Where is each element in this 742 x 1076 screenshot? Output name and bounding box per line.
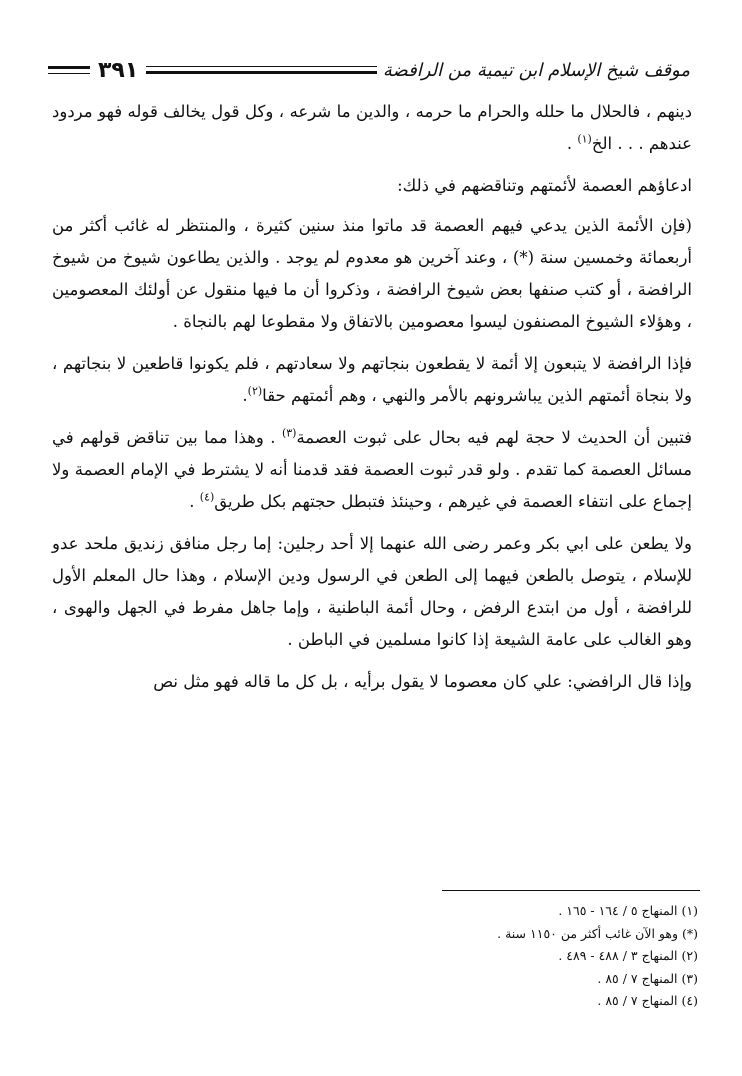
paragraph-3: (فإن الأئمة الذين يدعي فيهم العصمة قد ماتوا منذ سنين كثيرة ، والمنتظر له غائب أكثر من أربعمائة وخمسين سنة (*) ، وعند آخرين هو معدوم لم يوجد . والذين يطاعون شيوخ من شيوخ الرافضة ، أو كتب صنفها بعض شيوخ الرافضة ، وذكروا أن ما فيها منقول عن أولئك المعصومين ، وهؤلاء الشيوخ المصنفون ليسوا معصومين بالاتفاق ولا مقطوعا لهم بالنجاة . bbox=[52, 216, 692, 331]
paragraph-4: فإذا الرافضة لا يتبعون إلا أئمة لا يقطعون بنجاتهم ولا سعادتهم ، فلم يكونوا قاطعين لا بنجاتهم ، ولا بنجاة أئمتهم الذين يباشرونهم بالأمر والنهي ، وهم أئمتهم حقا$^{(٢)}$. bbox=[52, 354, 692, 405]
paragraph-1: دينهم ، فالحلال ما حلله والحرام ما حرمه ، والدين ما شرعه ، وكل قول يخالف قوله فهو مردود عندهم . . . الخ$^{(١)}$ . bbox=[52, 102, 692, 153]
footnote-2: (٢) المنهاج ٣ / ٤٨٨ - ٤٨٩ . bbox=[558, 948, 698, 963]
header-rule-middle bbox=[146, 66, 377, 74]
paragraph-5: فتبين أن الحديث لا حجة لهم فيه بحال على ثبوت العصمة$^{(٣)}$ . وهذا مما بين تناقض قولهم في مسائل العصمة كما تقدم . ولو قدر ثبوت العصمة فقد قدمنا أنه لا يشترط في الإمام العصمة ولا إجماع على انتفاء العصمة في غيرهم ، وحينئذ فتبطل حجتهم بكل طريق$^{(٤)}$ . bbox=[52, 426, 692, 511]
footnote-1: (١) المنهاج ٥ / ١٦٤ - ١٦٥ . bbox=[558, 903, 698, 918]
running-title: موقف شيخ الإسلام ابن تيمية من الرافضة bbox=[382, 59, 690, 81]
footnote-mark-4: (٤) bbox=[199, 490, 215, 504]
page-header bbox=[48, 54, 696, 86]
footnote-3: (٣) المنهاج ٧ / ٨٥ . bbox=[597, 970, 698, 986]
section-heading: ادعاؤهم العصمة لأئمتهم وتناقضهم في ذلك: bbox=[397, 176, 692, 195]
paragraph-6: ولا يطعن على ابي بكر وعمر رضى الله عنهما إلا أحد رجلين: إما رجل منافق زنديق ملحد عدو للإسلام ، يتوصل بالطعن فيهما إلى الطعن في الرسول ودين الإسلام ، وهذا حال المعلم الأول للرافضة ، أول من ابتدع الرفض ، وحال أئمة الباطنية ، وإما جاهل مفرط في الجهل والهوى ، وهو الغالب على عامة الشيعة إذا كانوا مسلمين في الباطن . bbox=[52, 534, 692, 649]
footnote-4: (٤) المنهاج ٧ / ٨٥ . bbox=[597, 993, 698, 1008]
footnote-mark-3: (٣) bbox=[281, 426, 297, 440]
footnotes bbox=[52, 900, 698, 1013]
main-text bbox=[52, 96, 692, 708]
footnote-star: (*) وهو الآن غائب أكثر من ١١٥٠ سنة . bbox=[497, 925, 698, 941]
footnote-mark-1: (١) bbox=[577, 132, 592, 146]
page-number: ٣٩١ bbox=[98, 57, 139, 83]
paragraph-7: وإذا قال الرافضي: علي كان معصوما لا يقول برأيه ، بل كل ما قاله فهو مثل نص bbox=[153, 672, 692, 691]
footnote-separator bbox=[442, 890, 700, 891]
footnote-mark-2: (٢) bbox=[247, 384, 263, 398]
header-rule-left bbox=[48, 66, 90, 74]
